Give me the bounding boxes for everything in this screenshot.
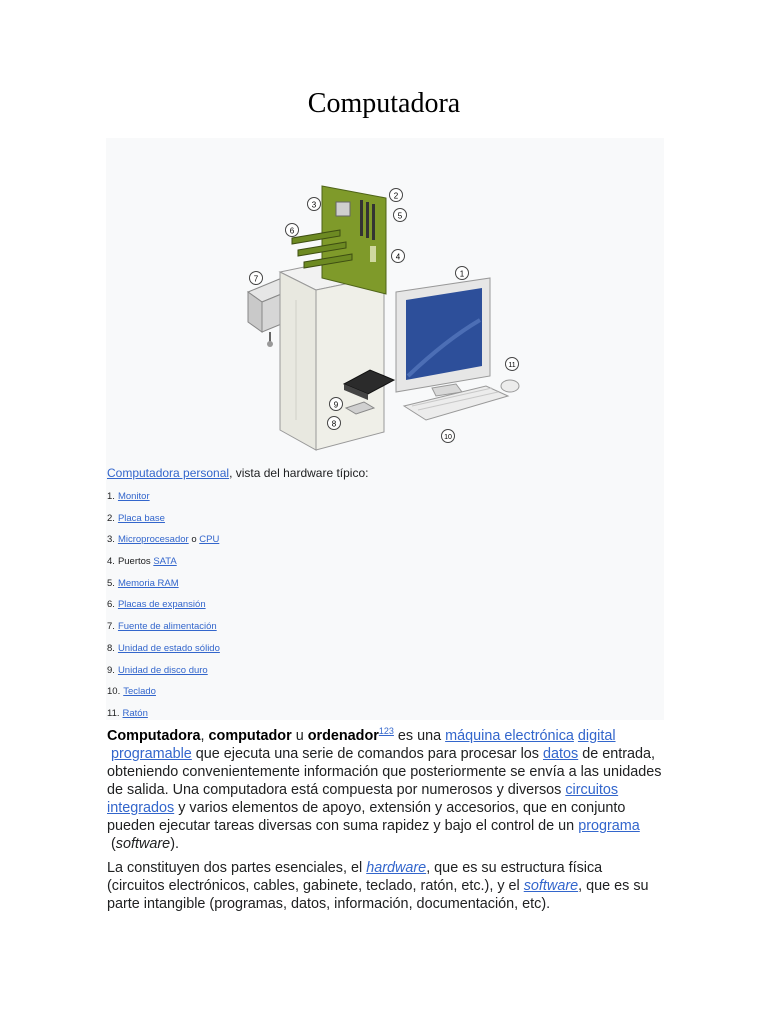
svg-text:6: 6 [289,226,295,236]
monitor-icon [396,278,490,396]
term-software: software [115,836,171,852]
svg-text:5: 5 [397,211,403,221]
list-item [107,620,220,642]
term-ordenador: ordenador [307,728,379,744]
paragraph-parts [107,859,663,913]
motherboard-icon [322,186,386,294]
link-placas-de-expansion[interactable]: Placas de expansión [117,599,206,611]
list-item [107,664,220,686]
item-number: 7. [107,621,115,633]
link-placa-base[interactable]: Placa base [117,512,165,524]
text: ( [107,836,116,852]
item-number: 3. [107,534,115,546]
link-programa[interactable]: programa [578,818,640,834]
list-item [107,577,220,599]
link-unidad-de-estado-solido[interactable]: Unidad de estado sólido [117,642,220,654]
link-datos[interactable]: datos [542,746,579,762]
mouse-icon [501,380,519,392]
link-programable[interactable]: programable [111,746,192,762]
text: ). [170,836,179,852]
text: , que es su estructura física (circuitos electrónicos, cables, gabinete, teclado, ratón, etc.), y el [107,860,603,894]
callout-7 [250,272,263,285]
text: que ejecuta una serie de comandos para procesar los [191,746,543,762]
link-teclado[interactable]: Teclado [123,686,156,698]
text: y varios elementos de apoyo, extensión y accesorios, que en conjunto pueden ejecutar tareas diversas con suma rapidez y bajo el control de un [107,800,626,834]
article-body [107,727,663,919]
text: es una [393,728,446,744]
callout-1 [456,267,469,280]
item-number: 6. [107,599,115,611]
item-prefix: Puertos [117,556,154,568]
list-item [107,555,220,577]
svg-text:1: 1 [459,269,465,279]
link-maquina-electronica[interactable]: máquina electrónica [445,728,574,744]
item-number: 10. [107,686,121,698]
list-item [107,490,220,512]
callout-8 [328,417,341,430]
callout-9 [330,398,343,411]
link-digital[interactable]: digital [577,728,616,744]
link-unidad-de-disco-duro[interactable]: Unidad de disco duro [117,664,208,676]
callout-11 [506,358,519,371]
list-item [107,707,220,729]
list-item [107,685,220,707]
svg-text:11: 11 [508,362,516,369]
text: , [200,728,209,744]
infobox-caption [107,466,368,480]
item-number: 4. [107,556,115,568]
link-raton[interactable]: Ratón [122,707,148,719]
link-memoria-ram[interactable]: Memoria RAM [117,577,179,589]
callout-6 [286,224,299,237]
callout-4 [392,250,405,263]
callout-2 [390,189,403,202]
item-number: 1. [107,491,115,502]
list-item [107,533,220,555]
link-monitor[interactable]: Monitor [117,491,150,502]
hardware-list [107,490,220,729]
svg-text:3: 3 [311,200,317,210]
item-separator: o [188,534,200,546]
text: La constituyen dos partes esenciales, el [107,860,367,876]
text: , que es su parte intangible (programas, datos, información, documentación, etc). [107,878,649,912]
list-item [107,512,220,534]
item-number: 11. [107,707,120,719]
link-software[interactable]: software [523,878,579,894]
item-number: 2. [107,512,115,524]
caption-text: , vista del hardware típico: [229,466,369,480]
caption-link-computadora-personal[interactable]: Computadora personal [107,466,230,480]
svg-text:7: 7 [253,274,259,284]
link-cpu[interactable]: CPU [199,534,220,546]
callout-10 [442,430,455,443]
link-microprocesador[interactable]: Microprocesador [117,534,189,546]
list-item [107,598,220,620]
svg-text:10: 10 [444,434,452,441]
text: de entrada, obteniendo convenientemente información que posteriormente se envía a las unidades de salida. Una computadora está compuesta por numerosos y diversos [107,746,662,798]
link-fuente-de-alimentacion[interactable]: Fuente de alimentación [117,621,217,633]
link-hardware[interactable]: hardware [366,860,427,876]
reference-link[interactable]: 123 [378,726,394,736]
link-sata[interactable]: SATA [153,556,177,568]
svg-text:8: 8 [331,419,337,429]
page-title: Computadora [307,88,461,119]
item-number: 9. [107,664,115,676]
list-item [107,642,220,664]
callout-5 [394,209,407,222]
text: u [291,728,308,744]
paragraph-intro [107,727,663,853]
computer-hardware-illustration [236,180,536,452]
item-number: 8. [107,642,115,654]
callout-3 [308,198,321,211]
svg-text:9: 9 [333,400,339,410]
svg-text:2: 2 [393,191,399,201]
term-computadora: Computadora [107,728,201,744]
svg-text:4: 4 [395,252,401,262]
item-number: 5. [107,577,115,589]
term-computador: computador [208,728,292,744]
link-circuitos-integrados[interactable]: circuitos integrados [107,782,619,816]
